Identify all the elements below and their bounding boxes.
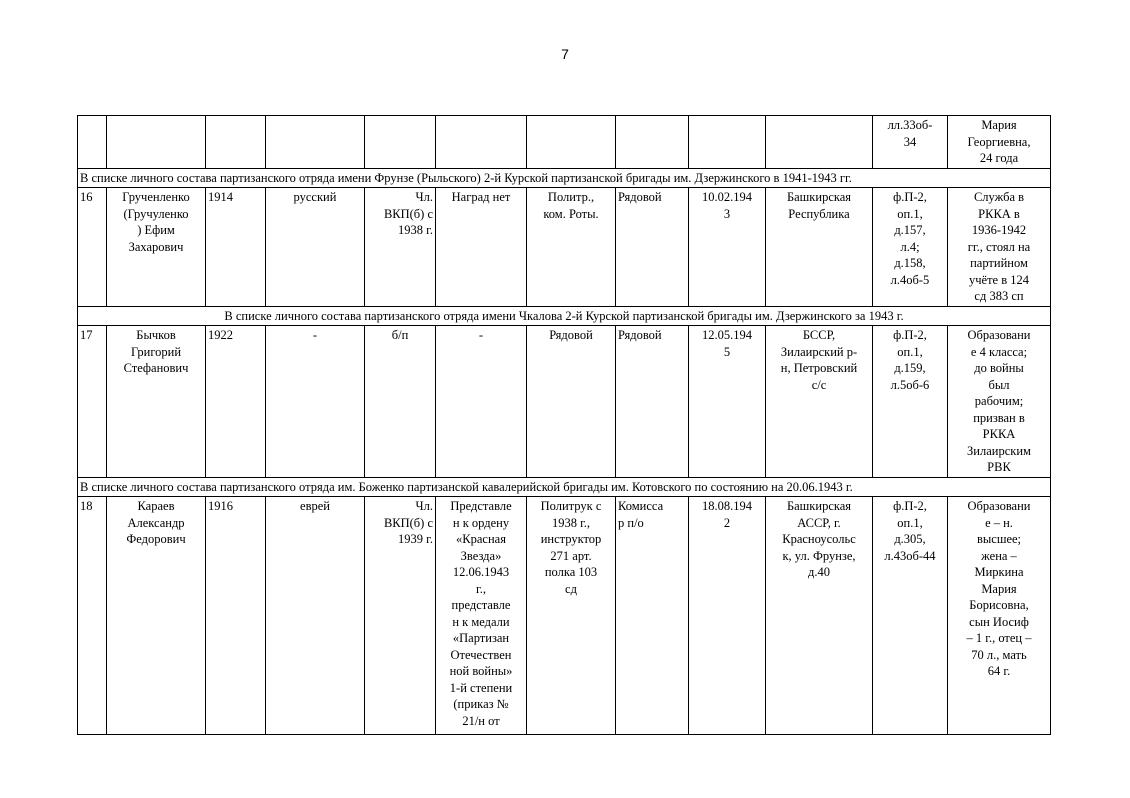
cell-note: Образовани е – н. высшее; жена – Миркина Мария Борисовна, сын Иосиф – 1 г., отец – 70 л., мать 64 г. xyxy=(948,497,1051,735)
cell-birth-year: 1914 xyxy=(206,188,266,307)
cell-date: 18.08.194 2 xyxy=(689,497,766,735)
cell-party: Чл. ВКП(б) с 1938 г. xyxy=(365,188,436,307)
table-row xyxy=(78,116,1051,169)
cell-name: Бычков Григорий Стефанович xyxy=(107,326,206,478)
cell-number xyxy=(78,116,107,169)
cell-rank xyxy=(616,116,689,169)
table-row xyxy=(78,326,1051,478)
page-number: 7 xyxy=(561,46,569,62)
cell-archive-source: ф.П-2, оп.1, д.159, л.5об-6 xyxy=(873,326,948,478)
cell-awards: - xyxy=(436,326,527,478)
cell-position: Политрук с 1938 г., инструктор 271 арт. полка 103 сд xyxy=(527,497,616,735)
cell-place: Башкирская АССР, г. Красноусольс к, ул. Фрунзе, д.40 xyxy=(766,497,873,735)
cell-archive-source: ф.П-2, оп.1, д.157, л.4; д.158, л.4об-5 xyxy=(873,188,948,307)
cell-note: Образовани е 4 класса; до войны был рабочим; призван в РККА Зилаирским РВК xyxy=(948,326,1051,478)
cell-rank: Рядовой xyxy=(616,326,689,478)
cell-name: Грученленко (Гручуленко ) Ефим Захарович xyxy=(107,188,206,307)
section-header-row xyxy=(78,168,1051,188)
cell-rank: Комисса р п/о xyxy=(616,497,689,735)
cell-note: Мария Георгиевна, 24 года xyxy=(948,116,1051,169)
cell-nationality: еврей xyxy=(266,497,365,735)
cell-number: 18 xyxy=(78,497,107,735)
cell-birth-year: 1922 xyxy=(206,326,266,478)
table-row xyxy=(78,497,1051,735)
section-header: В списке личного состава партизанского отряда им. Боженко партизанской кавалерийской бригады им. Котовского по состоянию на 20.06.1943 г. xyxy=(78,477,1051,497)
cell-archive-source: лл.33об- 34 xyxy=(873,116,948,169)
cell-date xyxy=(689,116,766,169)
cell-awards: Представле н к ордену «Красная Звезда» 12.06.1943 г., представле н к медали «Партизан Отечествен ной войны» 1-й степени (приказ № 21/н от xyxy=(436,497,527,735)
cell-name xyxy=(107,116,206,169)
section-header: В списке личного состава партизанского отряда имени Фрунзе (Рыльского) 2-й Курской партизанской бригады им. Дзержинского в 1941-1943 гг. xyxy=(78,168,1051,188)
cell-date: 12.05.194 5 xyxy=(689,326,766,478)
cell-awards xyxy=(436,116,527,169)
cell-nationality: русский xyxy=(266,188,365,307)
table-row xyxy=(78,188,1051,307)
section-header: В списке личного состава партизанского отряда имени Чкалова 2-й Курской партизанской бригады им. Дзержинского за 1943 г. xyxy=(78,306,1051,326)
cell-place xyxy=(766,116,873,169)
cell-number: 16 xyxy=(78,188,107,307)
cell-number: 17 xyxy=(78,326,107,478)
personnel-register-table xyxy=(77,115,1051,735)
cell-party: б/п xyxy=(365,326,436,478)
cell-position: Рядовой xyxy=(527,326,616,478)
cell-nationality xyxy=(266,116,365,169)
cell-place: БССР, Зилаирский р- н, Петровский с/с xyxy=(766,326,873,478)
cell-party xyxy=(365,116,436,169)
cell-party: Чл. ВКП(б) с 1939 г. xyxy=(365,497,436,735)
cell-position xyxy=(527,116,616,169)
section-header-row xyxy=(78,477,1051,497)
cell-archive-source: ф.П-2, оп.1, д.305, л.43об-44 xyxy=(873,497,948,735)
cell-position: Политр., ком. Роты. xyxy=(527,188,616,307)
section-header-row xyxy=(78,306,1051,326)
cell-birth-year: 1916 xyxy=(206,497,266,735)
cell-birth-year xyxy=(206,116,266,169)
cell-place: Башкирская Республика xyxy=(766,188,873,307)
cell-rank: Рядовой xyxy=(616,188,689,307)
cell-nationality: - xyxy=(266,326,365,478)
cell-awards: Наград нет xyxy=(436,188,527,307)
cell-date: 10.02.194 3 xyxy=(689,188,766,307)
cell-name: Караев Александр Федорович xyxy=(107,497,206,735)
cell-note: Служба в РККА в 1936-1942 гг., стоял на партийном учёте в 124 сд 383 сп xyxy=(948,188,1051,307)
